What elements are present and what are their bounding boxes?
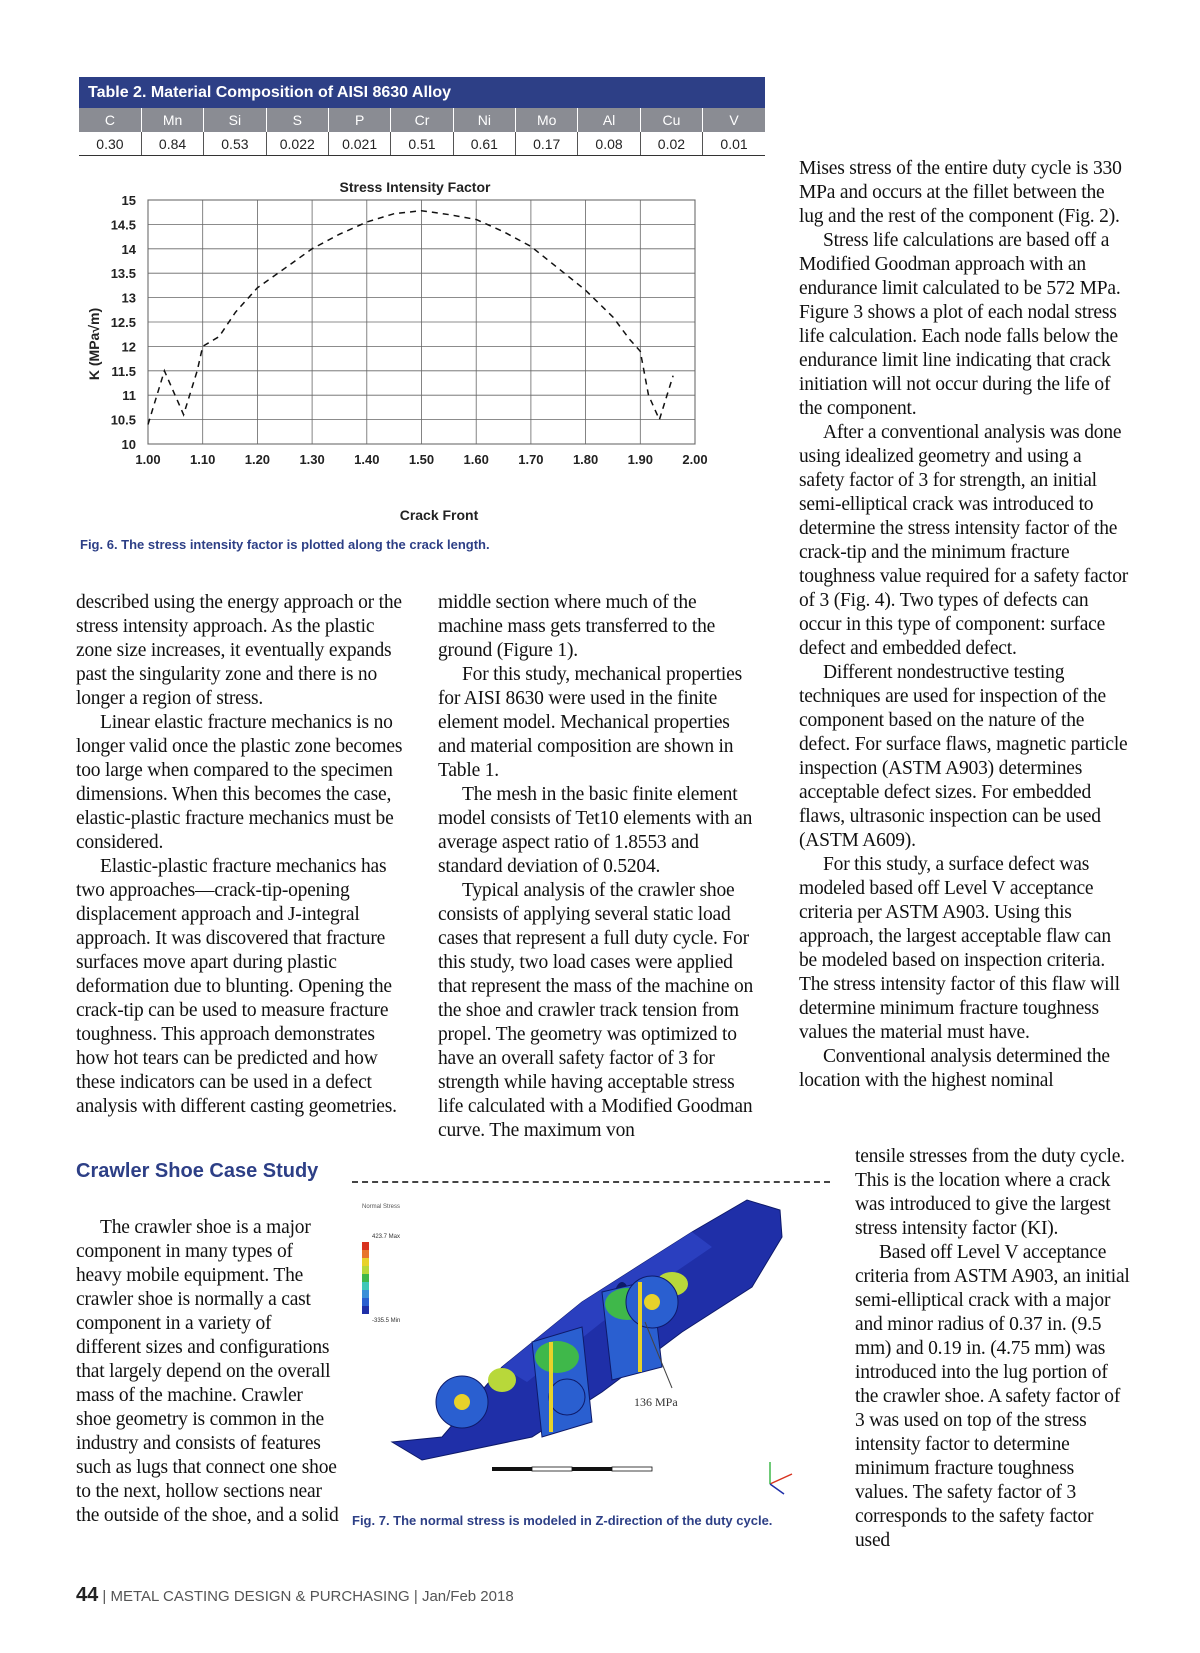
chart-grid [148, 200, 695, 444]
crawler-shoe-model [392, 1200, 782, 1460]
table-cell: 0.51 [391, 132, 453, 156]
y-tick-label: 10 [121, 437, 136, 452]
paragraph: The crawler shoe is a major component in many types of heavy mobile equipment. The crawler shoe is normally a cast component in a variety of different sizes and configurations that largely depend on the overall mass of the machine. Crawler shoe geometry is common in the industry and consists of features such as lugs that connect one shoe to the next, hollow sections near the outside of the shoe, and a solid [76, 1217, 339, 1526]
x-tick-label: 1.50 [408, 452, 435, 467]
chart-x-label: Crack Front [399, 507, 479, 523]
paragraph: Mises stress of the entire duty cycle is 330 MPa and occurs at the fillet between the lug and the rest of the component (Fig. 2). [799, 158, 1122, 227]
body-column-3-lower [855, 1145, 1130, 1553]
legend-max: 423.7 Max [372, 1234, 401, 1240]
figure-divider [352, 1181, 830, 1183]
body-column-3 [799, 157, 1129, 1093]
x-tick-label: 1.90 [627, 452, 653, 467]
col-header: P [328, 108, 390, 132]
table-cell: 0.53 [204, 132, 266, 156]
axis-triad-icon [770, 1462, 792, 1494]
col-header: Mo [516, 108, 578, 132]
col-header: C [79, 108, 141, 132]
table-cell: 0.021 [328, 132, 390, 156]
section-heading: Crawler Shoe Case Study [76, 1160, 319, 1182]
x-tick-label: 1.40 [354, 452, 380, 467]
x-tick-label: 1.30 [299, 452, 325, 467]
table-header-row [79, 108, 765, 132]
series-line-k [148, 211, 673, 425]
paragraph: Typical analysis of the crawler shoe consists of applying several static load cases that represent a full duty cycle. For this study, two load cases were applied that represent the mass of the machine on the shoe and crawler track tension from propel. The geometry was optimized to have an overall safety factor of 3 for strength while having acceptable stress life calculated with a Modified Goodman curve. The maximum von [438, 880, 754, 1141]
chart-y-label: K (MPa√m) [86, 307, 102, 381]
paragraph: For this study, mechanical properties for AISI 8630 were used in the finite element model. Mechanical properties and material composition are shown in Table 1. [438, 664, 742, 781]
x-tick-label: 1.70 [518, 452, 544, 467]
paragraph: Stress life calculations are based off a Modified Goodman approach with an endurance limit calculated to be 572 MPa. Figure 3 shows a plot of each nodal stress life calculation. Each node falls below the endurance limit line indicating that crack initiation will not occur during the life of the component. [799, 230, 1121, 419]
x-tick-label: 1.60 [463, 452, 489, 467]
x-tick-label: 2.00 [682, 452, 708, 467]
paragraph: Conventional analysis determined the location with the highest nominal [799, 1046, 1110, 1091]
body-column-2 [438, 591, 758, 1143]
page-number: 44 [76, 1584, 99, 1606]
y-tick-label: 12 [121, 339, 136, 355]
col-header: Mn [141, 108, 203, 132]
paragraph: tensile stresses from the duty cycle. This is the location where a crack was introduced to give the largest stress intensity factor (KI). [855, 1146, 1125, 1239]
publication-name: METAL CASTING DESIGN & PURCHASING | Jan/Feb 2018 [110, 1588, 514, 1605]
stress-intensity-chart [79, 172, 765, 532]
table-cell: 0.02 [640, 132, 702, 156]
footer-separator: | [102, 1588, 111, 1605]
body-column-1-lower [76, 1216, 340, 1528]
table-cell: 0.17 [516, 132, 578, 156]
y-tick-label: 13.5 [110, 266, 136, 282]
x-tick-label: 1.00 [135, 452, 161, 467]
paragraph: After a conventional analysis was done using idealized geometry and using a safety factor of 3 for strength, an initial semi-elliptical crack was introduced to determine the stress intensity factor of the crack-tip and the minimum fracture toughness value required for a safety factor of 3 (Fig. 4). Two types of defects can occur in this type of component: surface defect and embedded defect. [799, 422, 1129, 659]
table-cell: 0.022 [266, 132, 328, 156]
scale-bar [492, 1467, 652, 1471]
table-cell: 0.84 [141, 132, 203, 156]
fig7-stress-model [352, 1192, 828, 1502]
stress-callout: 136 MPa [634, 1395, 678, 1409]
table-cell: 0.01 [703, 132, 765, 156]
chart-title: Stress Intensity Factor [339, 179, 491, 195]
table-2 [79, 77, 765, 156]
fig7-caption: Fig. 7. The normal stress is modeled in Z-direction of the duty cycle. [352, 1513, 773, 1528]
page-footer [76, 1584, 514, 1607]
paragraph: Elastic-plastic fracture mechanics has two approaches—crack-tip-opening displacement approach and J-integral approach. It was discovered that fracture surfaces move apart during plastic deformation due to blunting. Opening the crack-tip can be used to measure fracture toughness. This approach demonstrates how hot tears can be predicted and how these indicators can be used in a defect analysis with different casting geometries. [76, 856, 397, 1117]
col-header: Al [578, 108, 640, 132]
paragraph: middle section where much of the machine mass gets transferred to the ground (Figure 1). [438, 592, 716, 661]
chart-svg [79, 172, 765, 532]
x-tick-label: 1.20 [244, 452, 271, 467]
col-header: S [266, 108, 328, 132]
paragraph: Different nondestructive testing techniques are used for inspection of the component based on the nature of the defect. For surface flaws, magnetic particle inspection (ASTM A903) determines acceptable defect sizes. For embedded flaws, ultrasonic inspection can be used (ASTM A609). [799, 662, 1128, 851]
y-tick-label: 14.5 [110, 217, 136, 233]
y-tick-label: 15 [121, 193, 136, 208]
y-tick-label: 14 [121, 241, 136, 257]
col-header: V [703, 108, 765, 132]
legend-title: Normal Stress [362, 1204, 401, 1210]
paragraph: The mesh in the basic finite element model consists of Tet10 elements with an average aspect ratio of 1.8553 and standard deviation of 0.5204. [438, 784, 753, 877]
col-header: Cu [640, 108, 702, 132]
fig6-caption: Fig. 6. The stress intensity factor is plotted along the crack length. [80, 537, 490, 552]
table-title: Table 2. Material Composition of AISI 8630 Alloy [79, 77, 765, 108]
y-tick-label: 11 [122, 388, 136, 404]
y-tick-label: 11.5 [111, 363, 136, 379]
color-legend [362, 1204, 400, 1324]
table-cell: 0.30 [79, 132, 141, 156]
paragraph: Based off Level V acceptance criteria from ASTM A903, an initial semi-elliptical crack with a major and minor radius of 0.37 in. (9.5 mm) and 0.19 in. (4.75 mm) was introduced into the lug portion of the crawler shoe. A safety factor of 3 was used on top of the stress intensity factor to determine minimum fracture toughness values. The safety factor of 3 corresponds to the safety factor used [855, 1242, 1130, 1551]
paragraph: For this study, a surface defect was modeled based off Level V acceptance criteria per ASTM A903. Using this approach, the largest acceptable flaw can be modeled based on inspection criteria. The stress intensity factor of this flaw will determine minimum fracture toughness values the material must have. [799, 854, 1120, 1043]
col-header: Ni [453, 108, 515, 132]
x-tick-label: 1.10 [190, 452, 216, 467]
y-tick-label: 13 [121, 290, 136, 306]
body-column-1 [76, 591, 406, 1119]
paragraph: Linear elastic fracture mechanics is no longer valid once the plastic zone becomes too large when compared to the specimen dimensions. When this becomes the case, elastic-plastic fracture mechanics must be considered. [76, 712, 403, 853]
x-tick-label: 1.80 [572, 452, 599, 467]
paragraph: described using the energy approach or the stress intensity approach. As the plastic zone size increases, it eventually expands past the singularity zone and there is no longer a region of stress. [76, 592, 402, 709]
y-tick-label: 12.5 [110, 315, 136, 330]
composition-table [79, 108, 765, 156]
legend-min: -335.5 Min [372, 1318, 401, 1324]
col-header: Si [204, 108, 266, 132]
table-cell: 0.08 [578, 132, 640, 156]
col-header: Cr [391, 108, 453, 132]
table-cell: 0.61 [453, 132, 515, 156]
y-tick-label: 10.5 [110, 412, 136, 428]
stress-model-render [352, 1192, 828, 1502]
table-row [79, 132, 765, 156]
